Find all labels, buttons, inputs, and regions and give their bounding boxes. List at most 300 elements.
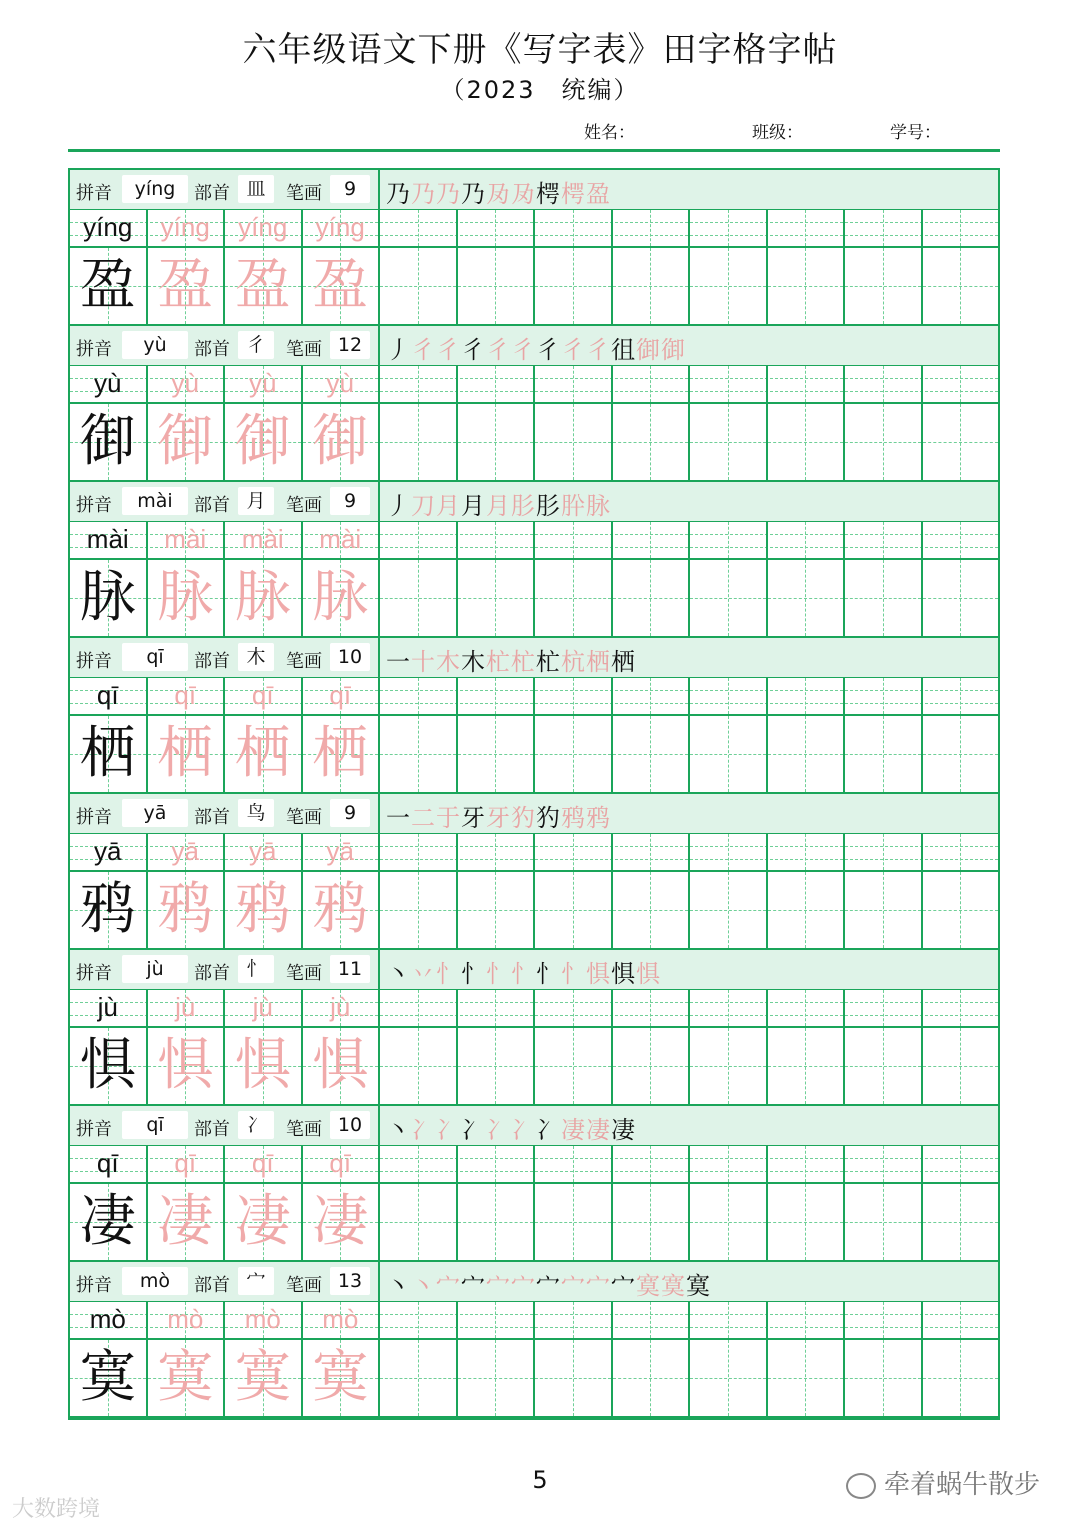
pinyin-cell[interactable] xyxy=(458,834,536,870)
pinyin-value: yù xyxy=(122,331,188,359)
practice-cell[interactable] xyxy=(690,248,768,324)
radical-label: 部首 xyxy=(194,339,230,360)
pinyin-row xyxy=(70,1146,998,1184)
pinyin-cell[interactable] xyxy=(923,522,1001,558)
practice-cell[interactable] xyxy=(535,716,613,792)
practice-cell xyxy=(303,1184,381,1260)
trace-character: 盈 xyxy=(312,253,369,318)
stroke-step: 鸦 xyxy=(586,804,611,832)
pinyin-cell[interactable] xyxy=(845,522,923,558)
pinyin-cell[interactable] xyxy=(380,522,458,558)
practice-cell[interactable] xyxy=(458,248,536,324)
practice-cell[interactable] xyxy=(380,248,458,324)
stroke-step: 杧 xyxy=(536,648,561,676)
practice-cell[interactable] xyxy=(845,404,923,480)
practice-cell xyxy=(225,716,303,792)
trace-character: 栖 xyxy=(157,721,214,786)
pinyin-cell[interactable] xyxy=(458,1146,536,1182)
model-character: 鸦 xyxy=(79,877,136,942)
practice-cell[interactable] xyxy=(923,560,1001,636)
pinyin-cell[interactable] xyxy=(923,210,1001,246)
practice-cell[interactable] xyxy=(535,1340,613,1416)
trace-character: 御 xyxy=(157,409,214,474)
radical-value: 月 xyxy=(238,487,274,515)
pinyin-trace: yíng xyxy=(238,212,288,242)
pinyin-cell[interactable] xyxy=(690,366,768,402)
practice-cell[interactable] xyxy=(380,1028,458,1104)
practice-cell[interactable] xyxy=(768,404,846,480)
practice-cell[interactable] xyxy=(768,248,846,324)
practice-cell[interactable] xyxy=(845,1028,923,1104)
info-row xyxy=(70,1262,998,1302)
pinyin-cell xyxy=(148,522,226,558)
watermark-right xyxy=(846,1464,1040,1501)
stroke-step: 彳 xyxy=(561,336,586,364)
pinyin-cell[interactable] xyxy=(690,1302,768,1338)
practice-cell[interactable] xyxy=(613,1340,691,1416)
practice-cell xyxy=(225,404,303,480)
info-row xyxy=(70,1106,998,1146)
pinyin-cell[interactable] xyxy=(535,1146,613,1182)
pinyin-trace: qī xyxy=(174,1148,197,1178)
pinyin-cell[interactable] xyxy=(613,366,691,402)
radical-label: 部首 xyxy=(194,1275,230,1296)
model-character: 脉 xyxy=(79,565,136,630)
pinyin-cell[interactable] xyxy=(845,834,923,870)
pinyin-cell[interactable] xyxy=(690,834,768,870)
pinyin-value: yíng xyxy=(122,175,188,203)
practice-cell[interactable] xyxy=(690,1028,768,1104)
stroke-step: 忄 xyxy=(461,960,486,988)
stroke-step: 冫 xyxy=(411,1116,436,1144)
practice-cell[interactable] xyxy=(535,872,613,948)
pinyin-value: qī xyxy=(122,643,188,671)
practice-cell xyxy=(148,872,226,948)
info-box xyxy=(70,1262,380,1302)
pinyin-value: mài xyxy=(122,487,188,515)
pinyin-cell[interactable] xyxy=(535,834,613,870)
practice-cell[interactable] xyxy=(690,404,768,480)
pinyin-cell xyxy=(70,990,148,1026)
pinyin-cell[interactable] xyxy=(613,990,691,1026)
pinyin-cell[interactable] xyxy=(923,678,1001,714)
stroke-order-sequence xyxy=(386,1110,636,1145)
practice-cell[interactable] xyxy=(845,248,923,324)
stroke-step: 丶 xyxy=(386,960,411,988)
info-box xyxy=(70,170,380,210)
pinyin-cell[interactable] xyxy=(845,990,923,1026)
stroke-order-sequence xyxy=(386,330,686,365)
stroke-step: 月 xyxy=(461,492,486,520)
stroke-step: 栖 xyxy=(586,648,611,676)
practice-cell[interactable] xyxy=(613,560,691,636)
pinyin-cell[interactable] xyxy=(380,1146,458,1182)
pinyin-cell[interactable] xyxy=(768,366,846,402)
practice-cell[interactable] xyxy=(768,1184,846,1260)
practice-cell[interactable] xyxy=(458,1340,536,1416)
radical-value: 鸟 xyxy=(238,799,274,827)
stroke-step: 彳 xyxy=(486,336,511,364)
stroke-step: 忄 xyxy=(536,960,561,988)
pinyin-cell[interactable] xyxy=(535,522,613,558)
pinyin-cell[interactable] xyxy=(613,210,691,246)
pinyin-label: 拼音 xyxy=(76,1119,112,1140)
pinyin-cell xyxy=(70,678,148,714)
pinyin-cell[interactable] xyxy=(613,522,691,558)
radical-label: 部首 xyxy=(194,1119,230,1140)
practice-cell[interactable] xyxy=(613,716,691,792)
pinyin-label: 拼音 xyxy=(76,1275,112,1296)
model-character: 寞 xyxy=(79,1345,136,1410)
footer-divider xyxy=(68,1418,1000,1420)
stroke-step: 月 xyxy=(436,492,461,520)
practice-cell xyxy=(225,248,303,324)
radical-label: 部首 xyxy=(194,651,230,672)
pinyin-cell[interactable] xyxy=(380,990,458,1026)
trace-character: 惧 xyxy=(157,1033,214,1098)
pinyin-cell[interactable] xyxy=(768,834,846,870)
model-cell xyxy=(70,248,148,324)
stroke-step: 惧 xyxy=(611,960,636,988)
pinyin-cell[interactable] xyxy=(535,210,613,246)
pinyin-cell xyxy=(148,678,226,714)
pinyin-label: 拼音 xyxy=(76,651,112,672)
practice-cell[interactable] xyxy=(458,1028,536,1104)
stroke-step: 彳 xyxy=(411,336,436,364)
stroke-step: 宀 xyxy=(561,1272,586,1300)
trace-character: 御 xyxy=(234,409,291,474)
stroke-step: 冫 xyxy=(511,1116,536,1144)
info-row xyxy=(70,170,998,210)
pinyin-trace: qī xyxy=(174,680,197,710)
model-character: 栖 xyxy=(79,721,136,786)
pinyin-cell[interactable] xyxy=(380,678,458,714)
character-block xyxy=(70,326,998,482)
practice-cell xyxy=(303,872,381,948)
info-row xyxy=(70,482,998,522)
stroke-step: 杭 xyxy=(561,648,586,676)
pinyin-cell xyxy=(225,210,303,246)
name-field-label: 姓名： xyxy=(584,123,635,143)
pinyin-cell[interactable] xyxy=(690,522,768,558)
practice-cell[interactable] xyxy=(923,872,1001,948)
stroke-step: 牙 xyxy=(486,804,511,832)
pinyin-cell[interactable] xyxy=(535,366,613,402)
practice-cell[interactable] xyxy=(923,1028,1001,1104)
trace-character: 脉 xyxy=(157,565,214,630)
wechat-icon xyxy=(846,1473,876,1499)
stroke-step: 丷 xyxy=(411,960,436,988)
pinyin-trace: jù xyxy=(330,992,351,1022)
pinyin-model: mò xyxy=(89,1304,126,1334)
stroke-step: 刀 xyxy=(411,492,436,520)
practice-cell[interactable] xyxy=(458,872,536,948)
pinyin-cell[interactable] xyxy=(923,366,1001,402)
pinyin-cell[interactable] xyxy=(845,1302,923,1338)
stroke-step: 惧 xyxy=(636,960,661,988)
pinyin-label: 拼音 xyxy=(76,495,112,516)
pinyin-cell[interactable] xyxy=(923,990,1001,1026)
pinyin-model: jù xyxy=(97,992,118,1022)
practice-cell[interactable] xyxy=(923,404,1001,480)
pinyin-model: qī xyxy=(96,680,119,710)
strokes-label: 笔画 xyxy=(286,183,322,204)
pinyin-cell[interactable] xyxy=(690,678,768,714)
trace-character: 惧 xyxy=(234,1033,291,1098)
practice-cell[interactable] xyxy=(458,404,536,480)
practice-cell[interactable] xyxy=(458,1184,536,1260)
stroke-step: 御 xyxy=(636,336,661,364)
practice-cell xyxy=(225,1184,303,1260)
stroke-step: 冫 xyxy=(486,1116,511,1144)
pinyin-cell xyxy=(70,834,148,870)
practice-cell[interactable] xyxy=(380,716,458,792)
radical-value: 彳 xyxy=(238,331,274,359)
pinyin-cell[interactable] xyxy=(458,1302,536,1338)
practice-cell[interactable] xyxy=(613,1028,691,1104)
stroke-step: 木 xyxy=(436,648,461,676)
practice-cell xyxy=(303,404,381,480)
pinyin-cell[interactable] xyxy=(768,678,846,714)
stroke-count-value: 12 xyxy=(330,331,370,359)
practice-cell[interactable] xyxy=(923,1184,1001,1260)
pinyin-trace: mò xyxy=(167,1304,204,1334)
practice-cell[interactable] xyxy=(380,404,458,480)
pinyin-cell[interactable] xyxy=(923,1302,1001,1338)
stroke-order-sequence xyxy=(386,486,611,521)
pinyin-trace: mài xyxy=(319,524,362,554)
pinyin-cell[interactable] xyxy=(768,1146,846,1182)
character-block xyxy=(70,1106,998,1262)
stroke-step: 杧 xyxy=(511,648,536,676)
practice-cell[interactable] xyxy=(690,1340,768,1416)
model-cell xyxy=(70,560,148,636)
trace-character: 盈 xyxy=(157,253,214,318)
pinyin-cell xyxy=(70,366,148,402)
practice-cell[interactable] xyxy=(535,1028,613,1104)
pinyin-cell[interactable] xyxy=(845,678,923,714)
pinyin-cell xyxy=(303,366,381,402)
pinyin-cell[interactable] xyxy=(535,1302,613,1338)
practice-cell[interactable] xyxy=(535,248,613,324)
practice-cell[interactable] xyxy=(535,1184,613,1260)
pinyin-cell[interactable] xyxy=(613,834,691,870)
practice-cell[interactable] xyxy=(690,872,768,948)
practice-cell xyxy=(148,560,226,636)
stroke-step: 犳 xyxy=(511,804,536,832)
pinyin-cell[interactable] xyxy=(458,678,536,714)
stroke-step: 忄 xyxy=(436,960,461,988)
model-cell xyxy=(70,1340,148,1416)
info-box xyxy=(70,794,380,834)
trace-character: 栖 xyxy=(312,721,369,786)
pinyin-cell[interactable] xyxy=(923,834,1001,870)
pinyin-trace: jù xyxy=(175,992,196,1022)
radical-label: 部首 xyxy=(194,183,230,204)
character-row xyxy=(70,716,998,794)
practice-cell xyxy=(148,1028,226,1104)
practice-cell xyxy=(225,872,303,948)
character-row xyxy=(70,872,998,950)
pinyin-trace: yù xyxy=(326,368,354,398)
pinyin-cell[interactable] xyxy=(535,678,613,714)
practice-cell[interactable] xyxy=(613,872,691,948)
practice-cell[interactable] xyxy=(690,716,768,792)
info-box xyxy=(70,326,380,366)
stroke-step: 丿 xyxy=(386,336,411,364)
pinyin-cell[interactable] xyxy=(768,522,846,558)
practice-cell[interactable] xyxy=(380,872,458,948)
pinyin-cell[interactable] xyxy=(845,366,923,402)
pinyin-cell xyxy=(70,1146,148,1182)
pinyin-row xyxy=(70,834,998,872)
pinyin-label: 拼音 xyxy=(76,963,112,984)
pinyin-cell[interactable] xyxy=(458,366,536,402)
stroke-step: 一 xyxy=(386,804,411,832)
model-cell xyxy=(70,1184,148,1260)
stroke-step: 丶 xyxy=(411,1272,436,1300)
pinyin-cell[interactable] xyxy=(535,990,613,1026)
practice-cell[interactable] xyxy=(380,1184,458,1260)
practice-cell xyxy=(303,560,381,636)
practice-cell[interactable] xyxy=(845,1340,923,1416)
pinyin-cell[interactable] xyxy=(380,366,458,402)
practice-cell[interactable] xyxy=(535,560,613,636)
pinyin-cell[interactable] xyxy=(923,1146,1001,1182)
character-row xyxy=(70,404,998,482)
stroke-step: 肜 xyxy=(511,492,536,520)
pinyin-cell[interactable] xyxy=(690,990,768,1026)
pinyin-trace: yíng xyxy=(160,212,210,242)
pinyin-cell[interactable] xyxy=(690,210,768,246)
practice-cell[interactable] xyxy=(768,560,846,636)
practice-cell xyxy=(225,1028,303,1104)
practice-cell[interactable] xyxy=(535,404,613,480)
page-subtitle: （2023 统编） xyxy=(440,76,640,104)
pinyin-cell xyxy=(303,522,381,558)
practice-cell[interactable] xyxy=(923,716,1001,792)
stroke-step: 二 xyxy=(411,804,436,832)
pinyin-cell xyxy=(225,990,303,1026)
practice-cell[interactable] xyxy=(380,1340,458,1416)
pinyin-cell[interactable] xyxy=(613,1302,691,1338)
stroke-step: 十 xyxy=(411,648,436,676)
practice-cell[interactable] xyxy=(380,560,458,636)
trace-character: 凄 xyxy=(234,1189,291,1254)
model-character: 盈 xyxy=(79,253,136,318)
stroke-order-sequence xyxy=(386,798,611,833)
trace-character: 鸦 xyxy=(312,877,369,942)
pinyin-model: yíng xyxy=(83,212,133,242)
pinyin-cell[interactable] xyxy=(458,990,536,1026)
strokes-label: 笔画 xyxy=(286,495,322,516)
pinyin-cell[interactable] xyxy=(845,1146,923,1182)
pinyin-value: mò xyxy=(122,1267,188,1295)
pinyin-cell[interactable] xyxy=(690,1146,768,1182)
practice-cell[interactable] xyxy=(613,404,691,480)
stroke-step: 宀 xyxy=(461,1272,486,1300)
number-field-label: 学号： xyxy=(890,123,941,143)
pinyin-cell[interactable] xyxy=(768,1302,846,1338)
radical-value: 木 xyxy=(238,643,274,671)
practice-cell xyxy=(303,1340,381,1416)
practice-cell xyxy=(148,248,226,324)
practice-cell[interactable] xyxy=(923,248,1001,324)
stroke-step: 宀 xyxy=(536,1272,561,1300)
practice-cell[interactable] xyxy=(768,1028,846,1104)
pinyin-cell[interactable] xyxy=(768,990,846,1026)
practice-cell[interactable] xyxy=(613,1184,691,1260)
character-row xyxy=(70,560,998,638)
stroke-order-sequence xyxy=(386,954,661,989)
stroke-step: 惧 xyxy=(586,960,611,988)
trace-character: 寞 xyxy=(157,1345,214,1410)
practice-sheet xyxy=(68,168,1000,1418)
stroke-step: 于 xyxy=(436,804,461,832)
pinyin-cell[interactable] xyxy=(380,834,458,870)
pinyin-cell[interactable] xyxy=(768,210,846,246)
pinyin-cell[interactable] xyxy=(613,1146,691,1182)
practice-cell[interactable] xyxy=(613,248,691,324)
trace-character: 凄 xyxy=(312,1189,369,1254)
practice-cell[interactable] xyxy=(845,1184,923,1260)
pinyin-label: 拼音 xyxy=(76,339,112,360)
practice-cell[interactable] xyxy=(845,872,923,948)
practice-cell[interactable] xyxy=(923,1340,1001,1416)
stroke-step: 脉 xyxy=(586,492,611,520)
pinyin-cell[interactable] xyxy=(458,210,536,246)
practice-cell[interactable] xyxy=(845,716,923,792)
pinyin-cell[interactable] xyxy=(458,522,536,558)
pinyin-cell[interactable] xyxy=(845,210,923,246)
stroke-step: 御 xyxy=(661,336,686,364)
radical-value: 忄 xyxy=(238,955,274,983)
practice-cell[interactable] xyxy=(690,1184,768,1260)
stroke-step: 彳 xyxy=(586,336,611,364)
pinyin-model: yù xyxy=(94,368,122,398)
practice-cell[interactable] xyxy=(458,716,536,792)
pinyin-cell[interactable] xyxy=(380,1302,458,1338)
stroke-step: 一 xyxy=(386,648,411,676)
stroke-step: 月 xyxy=(486,492,511,520)
practice-cell[interactable] xyxy=(768,716,846,792)
info-box xyxy=(70,482,380,522)
pinyin-value: yā xyxy=(122,799,188,827)
stroke-count-value: 11 xyxy=(330,955,370,983)
stroke-count-value: 9 xyxy=(330,175,370,203)
stroke-step: 鸦 xyxy=(561,804,586,832)
trace-character: 盈 xyxy=(234,253,291,318)
stroke-step: 忄 xyxy=(486,960,511,988)
pinyin-cell xyxy=(225,522,303,558)
pinyin-cell xyxy=(225,366,303,402)
pinyin-cell[interactable] xyxy=(613,678,691,714)
trace-character: 御 xyxy=(312,409,369,474)
practice-cell[interactable] xyxy=(768,1340,846,1416)
practice-cell[interactable] xyxy=(458,560,536,636)
stroke-step: 宀 xyxy=(436,1272,461,1300)
stroke-step: 忄 xyxy=(561,960,586,988)
practice-cell[interactable] xyxy=(845,560,923,636)
practice-cell[interactable] xyxy=(768,872,846,948)
practice-cell[interactable] xyxy=(690,560,768,636)
student-fields xyxy=(0,118,1080,146)
pinyin-model: qī xyxy=(96,1148,119,1178)
stroke-count-value: 13 xyxy=(330,1267,370,1295)
stroke-step: 彳 xyxy=(436,336,461,364)
pinyin-cell[interactable] xyxy=(380,210,458,246)
pinyin-trace: mò xyxy=(244,1304,281,1334)
